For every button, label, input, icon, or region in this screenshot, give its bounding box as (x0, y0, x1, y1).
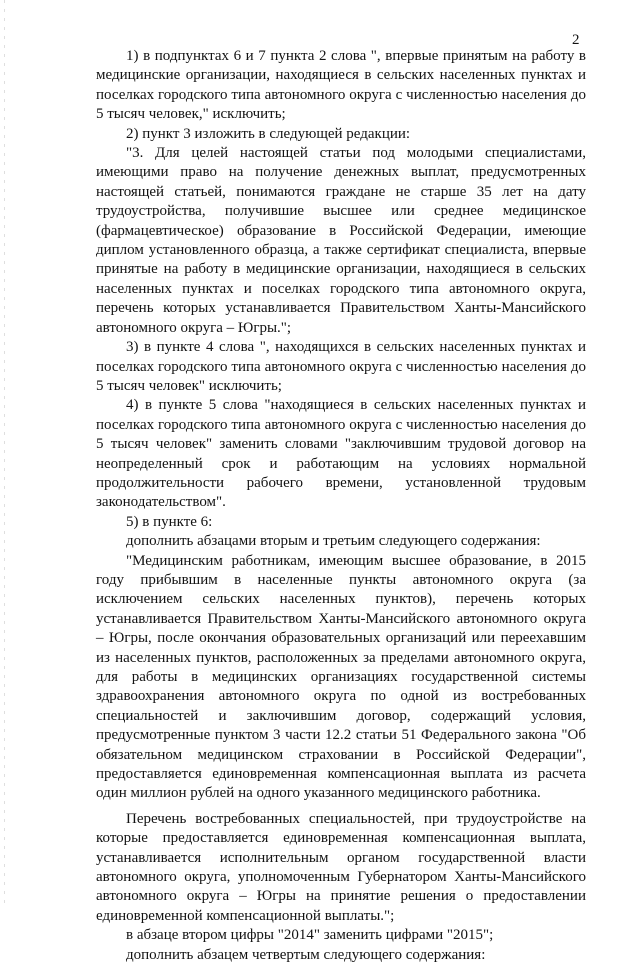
paragraph-specialties-list: Перечень востребованных специальностей, при трудоустройстве на которые предоставляется единовременная компенсационная выплата, устанавливается исполнительным органом государственной власти автономного округа, уполномоченным Губернатором Ханты-Мансийского автономного округа – Югры на принятие решения о предоставлении единовременной компенсационной выплаты."; (96, 810, 586, 924)
paragraph-item-5-header: 5) в пункте 6: (126, 513, 213, 530)
paragraph-year-replace: в абзаце втором цифры "2014" заменить цифрами "2015"; (126, 927, 494, 944)
page-number: 2 (572, 32, 580, 48)
paragraph-item-2-text: "3. Для целей настоящей статьи под молодыми специалистами, имеющими право на получение денежных выплат, предусмотренных настоящей статьей, понимаются граждане не старше 35 лет на дату трудоустройства, получившие высшее или среднее медицинское (фармацевтическое) образование в Российской Федерации, имеющие диплом установленного образца, а также сертификат специалиста, впервые принятые на работу в медицинские организации, находящиеся в сельских населенных пунктах и поселках городского типа автономного округа, перечень которых устанавливается Правительством Ханты-Мансийского автономного округа – Югры."; (96, 145, 586, 336)
paragraph-add-fourth: дополнить абзацем четвертым следующего содержания: (126, 946, 486, 963)
paragraph-item-5-add: дополнить абзацами вторым и третьим следующего содержания: (126, 533, 541, 550)
paragraph-quote-medical-workers: "Медицинским работникам, имеющим высшее образование, в 2015 году прибывшим в населенные пункты автономного округа (за исключением сельских населенных пунктов), перечень которых устанавливается Правительством Ханты-Мансийского автономного округа – Югры, после окончания образовательных организаций или переехавшим из населенных пунктов, расположенных за пределами автономного округа, для работы в медицинских организациях государственной системы здравоохранения автономного округа по одной из востребованных специальностей и заключившим договор, содержащий условия, предусмотренные пунктом 3 части 12.2 статьи 51 Федерального закона "Об обязательном медицинском страховании в Российской Федерации", предоставляется единовременная компенсационная выплата из расчета один миллион рублей на одного указанного медицинского работника. (96, 552, 586, 802)
paragraph-item-4: 4) в пункте 5 слова "находящиеся в сельских населенных пунктах и поселках городского типа автономного округа с численностью населения до 5 тысяч человек" заменить словами "заключившим трудовой договор на неопределенный срок и работающим на условиях нормальной продолжительности рабочего времени, установленной трудовым законодательством". (96, 397, 586, 511)
scan-edge-marks (4, 0, 5, 905)
document-body (96, 47, 586, 965)
paragraph-item-2-header: 2) пункт 3 изложить в следующей редакции: (126, 125, 411, 142)
paragraph-item-3: 3) в пункте 4 слова ", находящихся в сельских населенных пунктах и поселках городского типа автономного округа с численностью населения до 5 тысяч человек" исключить; (96, 339, 586, 394)
paragraph-item-1-subpoints: 1) в подпунктах 6 и 7 пункта 2 слова ", впервые принятым на работу в медицинские организации, находящиеся в сельских населенных пунктах и поселках городского типа автономного округа с численностью населения до 5 тысяч человек," исключить; (96, 48, 586, 123)
